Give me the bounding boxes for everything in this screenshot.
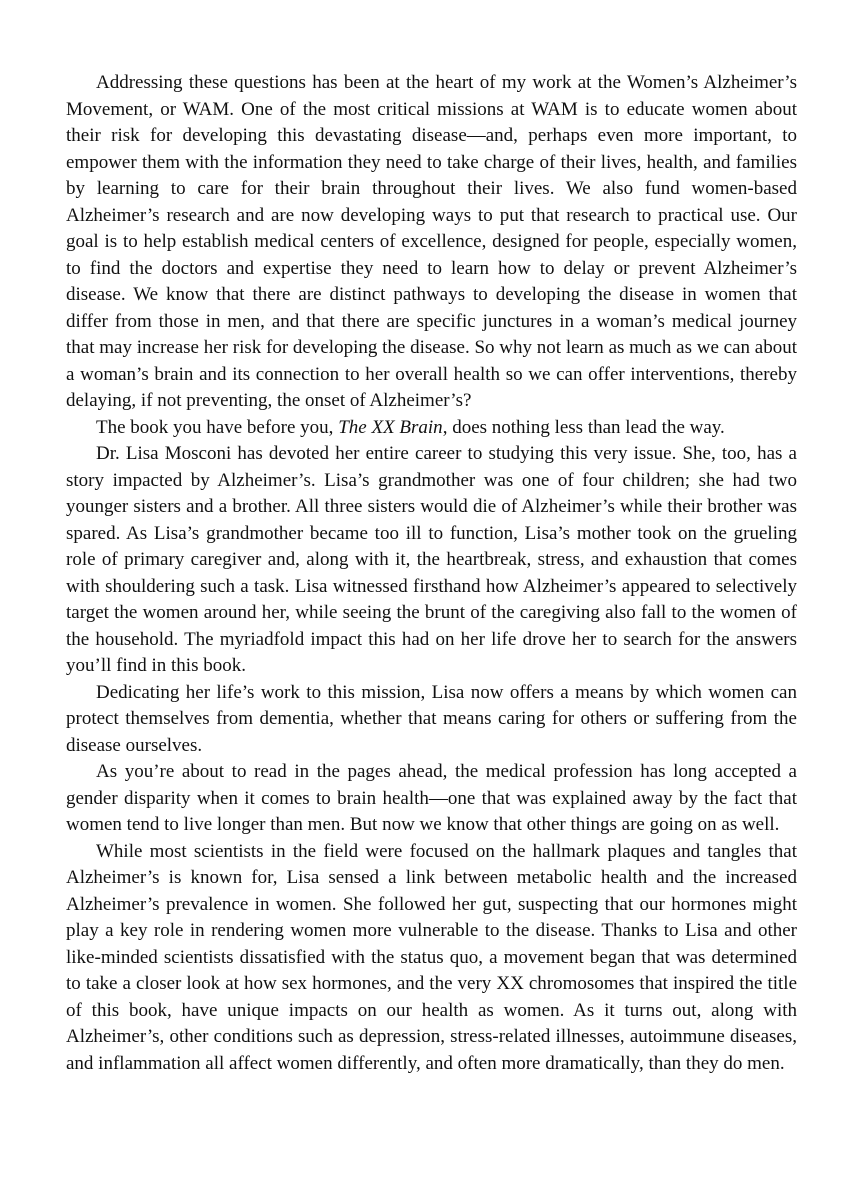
paragraph-wam-mission: Addressing these questions has been at the heart of my work at the Women’s Alzheimer’s Movement, or WAM. One of the most critical missions at WAM is to educate women about their risk for developing this devastating disease—and, perhaps even more important, to empower them with the information they need to take charge of their lives, health, and families by learning to care for their brain throughout their lives. We also fund women-based Alzheimer’s research and are now developing ways to put that research to practical use. Our goal is to help establish medical centers of excellence, designed for people, especially women, to find the doctors and expertise they need to learn how to delay or prevent Alzheimer’s disease. We know that there are distinct pathways to developing the disease in women that differ from those in men, and that there are specific junctures in a woman’s medical journey that may increase her risk for developing the disease. So why not learn as much as we can about a woman’s brain and its connection to her overall health so we can offer interventions, thereby delaying, if not preventing, the onset of Alzheimer’s?: [66, 72, 797, 411]
paragraph-gender-disparity: As you’re about to read in the pages ahead, the medical profession has long accepted a gender disparity when it comes to brain health—one that was explained away by the fact that women tend to live longer than men. But now we know that other things are going on as well.: [66, 761, 797, 835]
paragraph-lisa-story: Dr. Lisa Mosconi has devoted her entire career to studying this very issue. She, too, has a story impacted by Alzheimer’s. Lisa’s grandmother was one of four children; she had two younger sisters and a brother. All three sisters would die of Alzheimer’s while their brother was spared. As Lisa’s grandmother became too ill to function, Lisa’s mother took on the grueling role of primary caregiver and, along with it, the heartbreak, stress, and exhaustion that comes with shouldering such a task. Lisa witnessed firsthand how Alzheimer’s appeared to selectively target the women around her, while seeing the brunt of the caregiving also fall to the women of the household. The myriadfold impact this had on her life drove her to search for the answers you’ll find in this book.: [66, 443, 797, 676]
book-intro-lead: The book you have before you,: [96, 416, 339, 438]
paragraph-hormones-research: While most scientists in the field were focused on the hallmark plaques and tangles that Alzheimer’s is known for, Lisa sensed a link between metabolic health and the increased Alzheimer’s prevalence in women. She followed her gut, suspecting that our hormones might play a key role in rendering women more vulnerable to the disease. Thanks to Lisa and other like-minded scientists dissatisfied with the status quo, a movement began that was determined to take a closer look at how sex hormones, and the very XX chromosomes that inspired the title of this book, have unique impacts on our health as women. As it turns out, along with Alzheimer’s, other conditions such as depression, stress-related illnesses, autoimmune diseases, and inflammation all affect women differently, and often more dramatically, than they do men.: [66, 840, 797, 1074]
book-title: The XX Brain: [338, 416, 443, 438]
paragraph-mission-dementia: Dedicating her life’s work to this mission, Lisa now offers a means by which women can protect themselves from dementia, whether that means caring for others or suffering from the disease ourselves.: [66, 681, 797, 756]
paragraph-book-intro: [66, 415, 797, 442]
book-intro-tail: , does nothing less than lead the way.: [442, 416, 725, 438]
book-page: [66, 70, 797, 1077]
